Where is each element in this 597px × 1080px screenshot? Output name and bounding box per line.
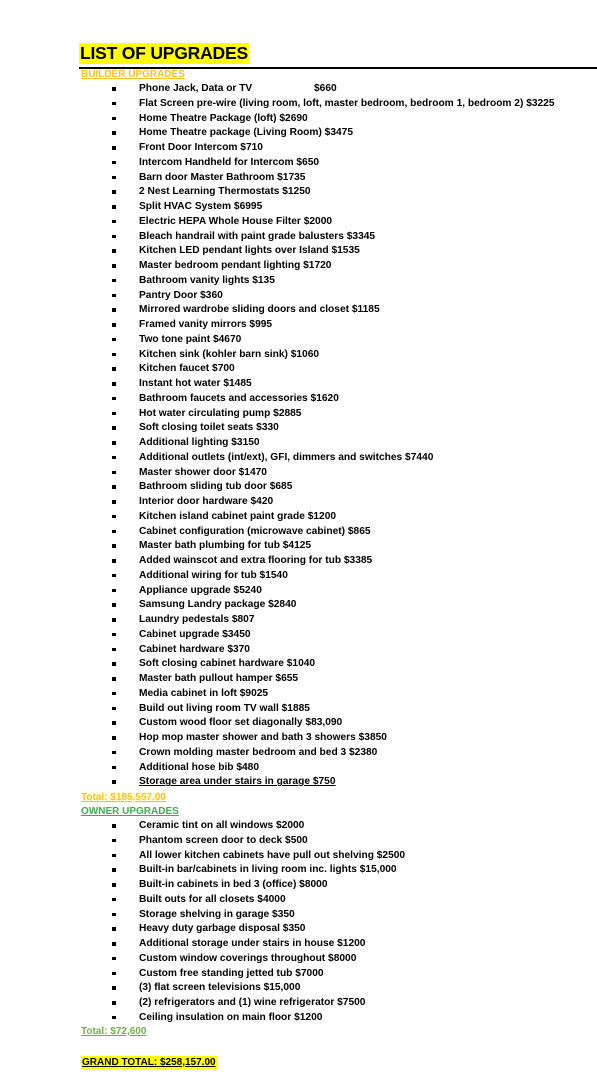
item-text: Samsung Landry package $2840 xyxy=(139,599,297,611)
bullet-icon xyxy=(112,338,116,342)
list-item xyxy=(0,112,597,127)
bullet-icon xyxy=(112,500,116,504)
item-text: Two tone paint $4670 xyxy=(139,333,242,345)
list-item xyxy=(0,289,597,304)
builder-upgrades-heading: BUILDER UPGRADES xyxy=(81,69,185,80)
list-item xyxy=(0,318,597,333)
item-text: Bathroom sliding tub door $685 xyxy=(139,481,293,493)
bullet-icon xyxy=(112,927,116,931)
item-text: Phone Jack, Data or TV xyxy=(139,83,253,94)
list-item xyxy=(0,937,597,952)
owner-upgrades-list xyxy=(0,819,597,1026)
item-text: Soft closing cabinet hardware $1040 xyxy=(139,658,316,670)
item-text: Ceramic tint on all windows $2000 xyxy=(139,820,305,831)
list-item xyxy=(0,171,597,186)
item-text: Master bedroom pendant lighting $1720 xyxy=(139,260,332,271)
item-text: Hot water circulating pump $2885 xyxy=(139,407,302,419)
list-item xyxy=(0,554,597,569)
item-text: Heavy duty garbage disposal $350 xyxy=(139,923,306,935)
item-text: Ceiling insulation on main floor $1200 xyxy=(139,1011,323,1023)
item-text: Split HVAC System $6995 xyxy=(139,201,263,212)
bullet-icon xyxy=(112,1001,116,1005)
list-item xyxy=(0,834,597,849)
item-text: Cabinet configuration (microwave cabinet) $865 xyxy=(139,525,371,537)
bullet-icon xyxy=(112,205,116,209)
bullet-icon xyxy=(112,868,116,872)
item-text: Mirrored wardrobe sliding doors and closet $1185 xyxy=(139,304,380,316)
item-text: Bathroom vanity lights $135 xyxy=(139,274,275,286)
item-text: Cabinet upgrade $3450 xyxy=(139,628,251,640)
list-item xyxy=(0,539,597,554)
item-text: Laundry pedestals $807 xyxy=(139,614,255,625)
list-item xyxy=(0,702,597,717)
list-item xyxy=(0,746,597,761)
item-text: Home Theatre package (Living Room) $3475 xyxy=(139,127,354,139)
item-text: Intercom Handheld for Intercom $650 xyxy=(139,156,320,168)
item-text: Barn door Master Bathroom $1735 xyxy=(139,171,306,183)
list-item xyxy=(0,863,597,878)
list-item xyxy=(0,333,597,348)
list-item xyxy=(0,878,597,893)
item-text: (2) refrigerators and (1) wine refrigerator $7500 xyxy=(139,997,366,1008)
item-text: Phantom screen door to deck $500 xyxy=(139,834,308,846)
bullet-icon xyxy=(112,589,116,593)
bullet-icon xyxy=(112,766,116,770)
bullet-icon xyxy=(112,249,116,253)
list-item xyxy=(0,628,597,643)
item-text: Electric HEPA Whole House Filter $2000 xyxy=(139,215,333,227)
bullet-icon xyxy=(112,190,116,194)
item-text: Added wainscot and extra flooring for tub $3385 xyxy=(139,555,373,566)
item-text: Front Door Intercom $710 xyxy=(139,142,263,153)
item-text: 2 Nest Learning Thermostats $1250 xyxy=(139,186,311,198)
bullet-icon xyxy=(112,633,116,637)
list-item xyxy=(0,303,597,318)
bullet-icon xyxy=(112,397,116,401)
bullet-icon xyxy=(112,441,116,445)
list-item xyxy=(0,672,597,687)
list-item xyxy=(0,849,597,864)
bullet-icon xyxy=(112,751,116,755)
list-item xyxy=(0,981,597,996)
item-text: Master bath plumbing for tub $4125 xyxy=(139,540,312,552)
item-text: Additional wiring for tub $1540 xyxy=(139,569,288,581)
item-text: Additional hose bib $480 xyxy=(139,761,260,773)
bullet-icon xyxy=(112,87,116,91)
list-item xyxy=(0,274,597,289)
owner-total: Total: $72,600 xyxy=(81,1026,147,1037)
list-item xyxy=(0,259,597,274)
item-text: Built-in bar/cabinets in living room inc. lights $15,000 xyxy=(139,864,397,876)
list-item xyxy=(0,819,597,834)
bullet-icon xyxy=(112,412,116,416)
bullet-icon xyxy=(112,721,116,725)
item-text: Additional storage under stairs in house $1200 xyxy=(139,938,366,949)
bullet-icon xyxy=(112,146,116,150)
bullet-icon xyxy=(112,485,116,489)
bullet-icon xyxy=(112,913,116,917)
item-amount: $660 xyxy=(314,83,337,94)
owner-upgrades-heading: OWNER UPGRADES xyxy=(81,806,179,817)
bullet-icon xyxy=(112,323,116,327)
item-text: Cabinet hardware $370 xyxy=(139,643,250,655)
list-item xyxy=(0,141,597,156)
list-item xyxy=(0,82,597,97)
bullet-icon xyxy=(112,131,116,135)
list-item xyxy=(0,215,597,230)
bullet-icon xyxy=(112,618,116,622)
bullet-icon xyxy=(112,942,116,946)
list-item xyxy=(0,967,597,982)
list-item xyxy=(0,451,597,466)
bullet-icon xyxy=(112,854,116,858)
item-text: Master shower door $1470 xyxy=(139,466,267,478)
list-item xyxy=(0,584,597,599)
item-text: Kitchen island cabinet paint grade $1200 xyxy=(139,510,337,522)
bullet-icon xyxy=(112,1016,116,1020)
list-item xyxy=(0,244,597,259)
list-item xyxy=(0,893,597,908)
list-item xyxy=(0,126,597,141)
page-title: LIST OF UPGRADES xyxy=(80,43,248,63)
bullet-icon xyxy=(112,662,116,666)
bullet-icon xyxy=(112,957,116,961)
item-text: Additional outlets (int/ext), GFI, dimmers and switches $7440 xyxy=(139,451,434,463)
item-text: Build out living room TV wall $1885 xyxy=(139,702,310,714)
list-item xyxy=(0,716,597,731)
builder-total: Total: $185,557.00 xyxy=(81,792,166,803)
list-item xyxy=(0,377,597,392)
bullet-icon xyxy=(112,883,116,887)
bullet-icon xyxy=(112,692,116,696)
list-item xyxy=(0,525,597,540)
list-item xyxy=(0,761,597,776)
bullet-icon xyxy=(112,456,116,460)
item-text: Kitchen LED pendant lights over Island $1535 xyxy=(139,245,360,257)
list-item xyxy=(0,156,597,171)
list-item xyxy=(0,1011,597,1026)
item-text: Custom free standing jetted tub $7000 xyxy=(139,967,324,979)
list-item xyxy=(0,510,597,525)
list-item xyxy=(0,392,597,407)
grand-total: GRAND TOTAL: $258,157.00 xyxy=(82,1057,216,1068)
bullet-icon xyxy=(112,677,116,681)
item-text: Framed vanity mirrors $995 xyxy=(139,319,273,330)
item-text: Additional lighting $3150 xyxy=(139,437,260,448)
list-item xyxy=(0,908,597,923)
item-text: Soft closing toilet seats $330 xyxy=(139,422,279,434)
bullet-icon xyxy=(112,382,116,386)
bullet-icon xyxy=(112,102,116,106)
bullet-icon xyxy=(112,530,116,534)
bullet-icon xyxy=(112,176,116,180)
item-text: Built-in cabinets in bed 3 (office) $8000 xyxy=(139,879,328,890)
bullet-icon xyxy=(112,972,116,976)
bullet-icon xyxy=(112,471,116,475)
list-item xyxy=(0,185,597,200)
list-item xyxy=(0,436,597,451)
list-item xyxy=(0,348,597,363)
bullet-icon xyxy=(112,707,116,711)
list-item xyxy=(0,200,597,215)
bullet-icon xyxy=(112,426,116,430)
item-text: Instant hot water $1485 xyxy=(139,378,252,389)
list-item xyxy=(0,657,597,672)
bullet-icon xyxy=(112,367,116,371)
item-text: Flat Screen pre-wire (living room, loft, master bedroom, bedroom 1, bedroom 2) $3225 xyxy=(139,97,555,109)
item-text: Media cabinet in loft $9025 xyxy=(139,687,269,699)
bullet-icon xyxy=(112,279,116,283)
item-text: Built outs for all closets $4000 xyxy=(139,893,286,905)
item-text: Bathroom faucets and accessories $1620 xyxy=(139,392,339,404)
bullet-icon xyxy=(112,544,116,548)
bullet-icon xyxy=(112,220,116,224)
title-row xyxy=(79,43,597,69)
item-text: Home Theatre Package (loft) $2690 xyxy=(139,112,308,124)
item-text: Storage area under stairs in garage $750 xyxy=(139,776,336,788)
item-text: Custom window coverings throughout $8000 xyxy=(139,952,357,964)
item-text: All lower kitchen cabinets have pull out shelving $2500 xyxy=(139,849,406,861)
item-text: Kitchen faucet $700 xyxy=(139,363,235,375)
list-item xyxy=(0,97,597,112)
list-item xyxy=(0,687,597,702)
item-text: Appliance upgrade $5240 xyxy=(139,584,262,596)
list-item xyxy=(0,775,597,790)
bullet-icon xyxy=(112,648,116,652)
bullet-icon xyxy=(112,839,116,843)
item-text: Custom wood floor set diagonally $83,090 xyxy=(139,717,343,729)
list-item xyxy=(0,421,597,436)
bullet-icon xyxy=(112,736,116,740)
item-text: Interior door hardware $420 xyxy=(139,496,274,507)
list-item xyxy=(0,952,597,967)
list-item xyxy=(0,598,597,613)
bullet-icon xyxy=(112,294,116,298)
list-item xyxy=(0,731,597,746)
list-item xyxy=(0,362,597,377)
list-item xyxy=(0,407,597,422)
list-item xyxy=(0,643,597,658)
item-text: Master bath pullout hamper $655 xyxy=(139,673,299,684)
bullet-icon xyxy=(112,353,116,357)
item-text: Bleach handrail with paint grade balusters $3345 xyxy=(139,230,376,242)
item-text: (3) flat screen televisions $15,000 xyxy=(139,982,301,994)
list-item xyxy=(0,480,597,495)
item-text: Pantry Door $360 xyxy=(139,289,223,301)
list-item xyxy=(0,922,597,937)
list-item xyxy=(0,466,597,481)
list-item xyxy=(0,613,597,628)
builder-upgrades-list xyxy=(0,82,597,790)
bullet-icon xyxy=(112,235,116,239)
list-item xyxy=(0,996,597,1011)
bullet-icon xyxy=(112,824,116,828)
bullet-icon xyxy=(112,559,116,563)
bullet-icon xyxy=(112,780,116,784)
bullet-icon xyxy=(112,117,116,121)
item-text: Crown molding master bedroom and bed 3 $2380 xyxy=(139,746,378,758)
bullet-icon xyxy=(112,308,116,312)
bullet-icon xyxy=(112,515,116,519)
bullet-icon xyxy=(112,161,116,165)
bullet-icon xyxy=(112,986,116,990)
bullet-icon xyxy=(112,603,116,607)
bullet-icon xyxy=(112,264,116,268)
list-item xyxy=(0,495,597,510)
bullet-icon xyxy=(112,898,116,902)
item-text: Kitchen sink (kohler barn sink) $1060 xyxy=(139,348,320,360)
bullet-icon xyxy=(112,574,116,578)
list-item xyxy=(0,569,597,584)
list-item xyxy=(0,230,597,245)
item-text: Hop mop master shower and bath 3 showers $3850 xyxy=(139,732,387,743)
item-text: Storage shelving in garage $350 xyxy=(139,908,295,920)
